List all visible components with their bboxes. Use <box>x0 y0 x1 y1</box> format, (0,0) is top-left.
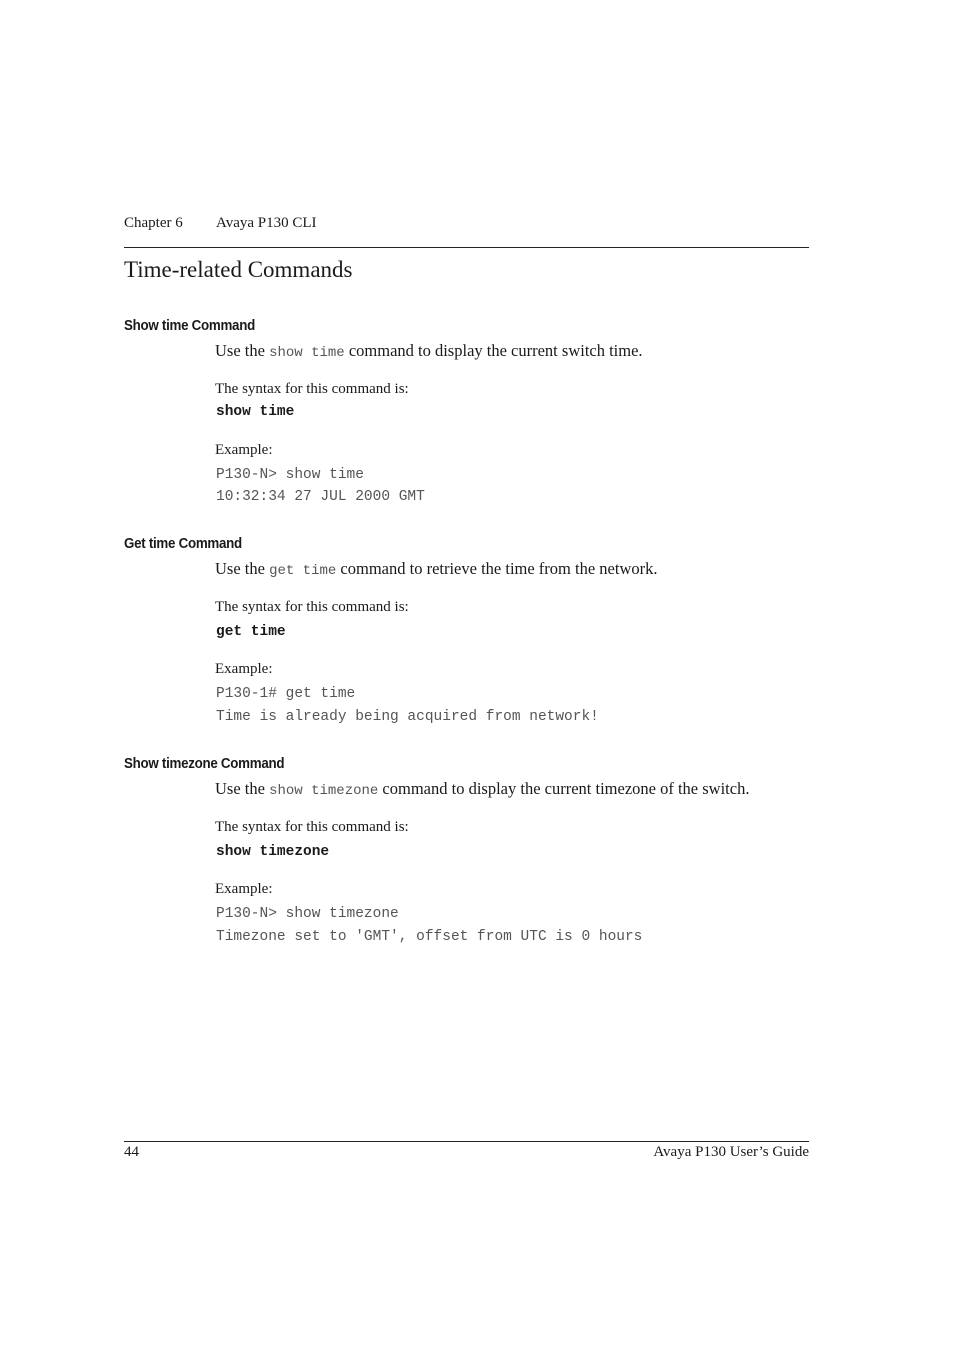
example-line: P130-N> show timezone <box>216 906 399 922</box>
syntax-label: The syntax for this command is: <box>215 381 409 397</box>
page-title: Time-related Commands <box>124 257 353 282</box>
example-label: Example: <box>215 881 273 897</box>
header-rule <box>124 247 809 248</box>
inline-command: show time <box>269 345 345 361</box>
example-line: P130-1# get time <box>216 686 356 702</box>
chapter-number: Chapter 6 <box>124 215 183 231</box>
guide-title: Avaya P130 User’s Guide <box>653 1144 809 1160</box>
example-label: Example: <box>215 661 273 677</box>
syntax-label: The syntax for this command is: <box>215 819 409 835</box>
example-line: P130-N> show time <box>216 467 364 483</box>
page-number: 44 <box>124 1144 139 1160</box>
running-header <box>124 215 809 235</box>
section-heading-show-time: Show time Command <box>124 318 255 334</box>
syntax-command: show timezone <box>216 844 330 860</box>
syntax-label: The syntax for this command is: <box>215 599 409 615</box>
syntax-command: get time <box>216 624 286 640</box>
section-intro-get-time: Use the get time command to retrieve the time from the network. <box>215 559 658 579</box>
section-heading-get-time: Get time Command <box>124 536 242 552</box>
footer-rule <box>124 1141 809 1142</box>
inline-command: show timezone <box>269 783 379 799</box>
inline-command: get time <box>269 563 337 579</box>
section-heading-show-timezone: Show timezone Command <box>124 756 285 772</box>
example-line: 10:32:34 27 JUL 2000 GMT <box>216 489 425 505</box>
syntax-command: show time <box>216 404 295 420</box>
example-line: Time is already being acquired from network! <box>216 709 599 725</box>
section-intro-show-timezone: Use the show timezone command to display the current timezone of the switch. <box>215 779 750 799</box>
example-label: Example: <box>215 442 273 458</box>
chapter-title: Avaya P130 CLI <box>216 215 317 231</box>
section-intro-show-time: Use the show time command to display the current switch time. <box>215 341 643 361</box>
example-line: Timezone set to 'GMT', offset from UTC is 0 hours <box>216 929 643 945</box>
